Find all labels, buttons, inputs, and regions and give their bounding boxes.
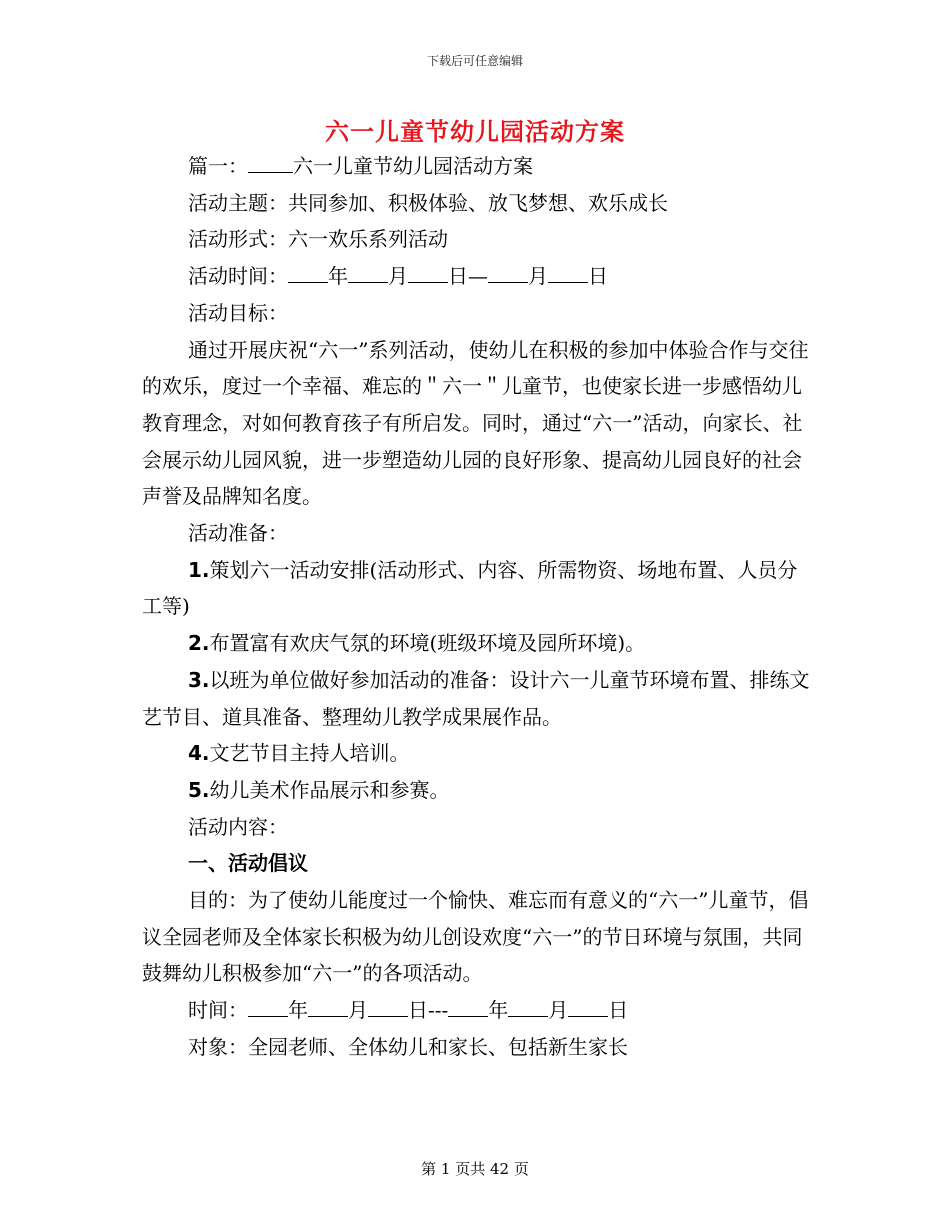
activity-prep-label: 活动准备：: [188, 521, 288, 546]
item-number: 4.: [188, 741, 210, 766]
unit-day-dash: 日---: [408, 998, 449, 1023]
item-text: 以班为单位做好参加活动的准备：设计六一儿童节环境布置、排练文艺节目、道具准备、整理幼儿教学成果展作品。: [142, 667, 810, 729]
item-number: 5.: [188, 777, 210, 802]
fill-blank: [408, 266, 448, 283]
unit-year: 年: [328, 264, 348, 289]
unit-month: 月: [348, 998, 368, 1023]
unit-day: 日: [588, 264, 608, 289]
chapter-line: [142, 148, 810, 185]
unit-day-dash: 日—: [448, 264, 488, 289]
event-time: [142, 992, 810, 1029]
item-number: 2.: [188, 631, 210, 656]
time-label: 时间：: [188, 998, 248, 1023]
item-text: 布置富有欢庆气氛的环境(班级环境及园所环境)。: [209, 631, 646, 656]
chapter-title: 六一儿童节幼儿园活动方案: [293, 154, 533, 178]
fill-blank: [448, 1000, 488, 1017]
item-text: 文艺节目主持人培训。: [209, 741, 410, 766]
activity-form: 活动形式：六一欢乐系列活动: [188, 227, 448, 252]
purpose-paragraph: 目的：为了使幼儿能度过一个愉快、难忘而有意义的“六一”儿童节，倡议全园老师及全体家长积极为幼儿创设欢度“六一”的节日环境与氛围，共同鼓舞幼儿积极参加“六一”的各项活动。: [142, 888, 809, 986]
prep-item-1: [142, 552, 810, 625]
prep-item-4: [142, 735, 810, 772]
prep-item-5: [142, 772, 810, 809]
fill-blank: [248, 1000, 288, 1017]
item-text: 幼儿美术作品展示和参赛。: [209, 777, 450, 802]
fill-blank: [508, 1000, 548, 1017]
fill-blank: [308, 1000, 348, 1017]
unit-year: 年: [288, 998, 308, 1023]
unit-year: 年: [488, 998, 509, 1023]
page-header: 下载后可任意编辑: [426, 54, 523, 68]
unit-month: 月: [528, 264, 548, 289]
time-label: 活动时间：: [188, 264, 288, 289]
fill-blank: [488, 266, 528, 283]
chapter-prefix: 篇一：: [188, 154, 248, 178]
fill-blank: [248, 156, 293, 173]
activity-content-label: 活动内容：: [188, 814, 288, 839]
goal-paragraph: 通过开展庆祝“六一”系列活动，使幼儿在积极的参加中体验合作与交往的欢乐，度过一个幸福、难忘的＂六一＂儿童节，也使家长进一步感悟幼儿教育理念，对如何教育孩子有所启发。同时，通过“六一”活动，向家长、社会展示幼儿园风貌，进一步塑造幼儿园的良好形象、提高幼儿园良好的社会声誉及品牌知名度。: [142, 337, 809, 509]
fill-blank: [548, 266, 588, 283]
document-body: [142, 148, 810, 1066]
activity-theme: 活动主题：共同参加、积极体验、放飞梦想、欢乐成长: [188, 190, 668, 215]
document-title: 六一儿童节幼儿园活动方案: [325, 117, 625, 146]
unit-month: 月: [388, 264, 408, 289]
unit-day: 日: [608, 998, 629, 1023]
event-audience: 对象：全园老师、全体幼儿和家长、包括新生家长: [188, 1034, 628, 1059]
item-number: 3.: [188, 667, 210, 692]
fill-blank: [348, 266, 388, 283]
fill-blank: [368, 1000, 408, 1017]
fill-blank: [568, 1000, 608, 1017]
prep-item-2: [142, 625, 810, 662]
section-heading: 一、活动倡议: [188, 851, 308, 876]
item-text: 策划六一活动安排(活动形式、内容、所需物资、场地布置、人员分工等): [142, 557, 798, 619]
unit-month: 月: [548, 998, 569, 1023]
prep-item-3: [142, 662, 810, 735]
page-footer: 第 1 页共 42 页: [421, 1160, 529, 1178]
activity-time: [142, 258, 810, 295]
item-number: 1.: [188, 557, 210, 582]
fill-blank: [288, 266, 328, 283]
activity-goal-label: 活动目标：: [188, 300, 288, 325]
